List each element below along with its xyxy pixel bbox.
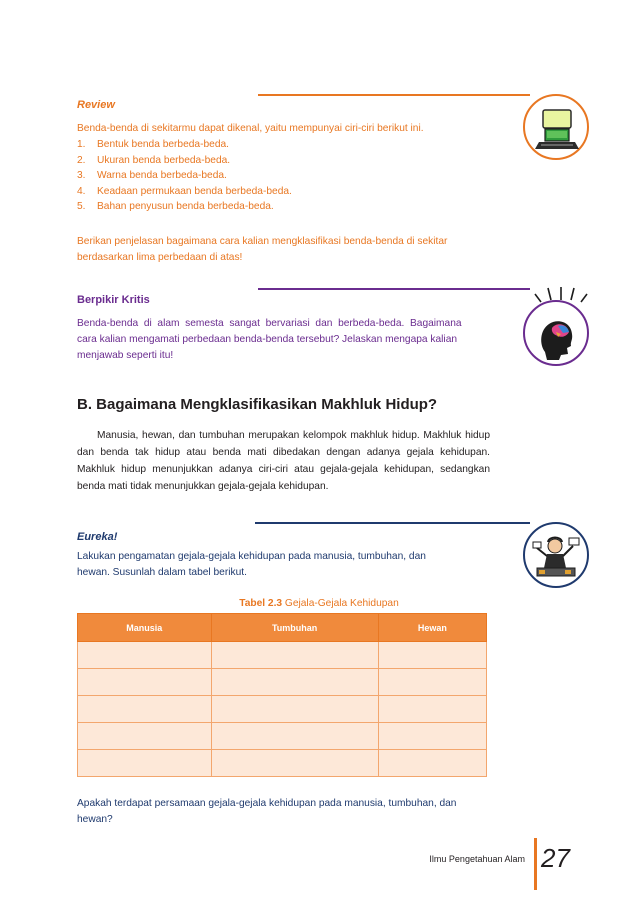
review-intro: Benda-benda di sekitarmu dapat dikenal, yaitu mempunyai ciri-ciri berikut ini. <box>77 123 424 134</box>
table-cell <box>378 750 486 777</box>
eureka-line1: Lakukan pengamatan gejala-gejala kehidupan pada manusia, tumbuhan, dan <box>77 551 426 562</box>
thinking-head-icon <box>525 302 587 364</box>
question-line1: Apakah terdapat persamaan gejala-gejala kehidupan pada manusia, tumbuhan, dan <box>77 798 457 809</box>
review-title: Review <box>77 99 115 111</box>
list-item: 2. Ukuran benda berbeda-beda. <box>77 154 231 166</box>
table-row <box>78 723 487 750</box>
table-header-row <box>78 614 487 642</box>
computer-icon <box>525 96 587 158</box>
question-line2: hewan? <box>77 814 113 825</box>
review-icon-circle <box>523 94 589 160</box>
table-cell <box>378 723 486 750</box>
col-header-hewan: Hewan <box>378 614 486 642</box>
section-b-title: B. Bagaimana Mengklasifikasikan Makhluk Hidup? <box>77 396 438 413</box>
footer-book-title: Ilmu Pengetahuan Alam <box>429 854 525 864</box>
eureka-line2: hewan. Susunlah dalam tabel berikut. <box>77 567 247 578</box>
table-row <box>78 669 487 696</box>
table-row <box>78 642 487 669</box>
page-number: 27 <box>541 843 570 873</box>
col-header-manusia: Manusia <box>78 614 212 642</box>
observation-table <box>77 613 487 777</box>
table-cell <box>78 750 212 777</box>
list-item: 3. Warna benda berbeda-beda. <box>77 170 227 182</box>
table-row <box>78 696 487 723</box>
footer-divider <box>534 838 537 890</box>
kritis-header-rule <box>258 288 530 290</box>
kritis-line1: Benda-benda di alam semesta sangat bervariasi dan berbeda-beda. Bagaimana <box>77 318 462 329</box>
table-cell <box>211 723 378 750</box>
table-cell <box>378 696 486 723</box>
kritis-line2: cara kalian mengamati perbedaan benda-benda tersebut? Jelaskan mengapa kalian <box>77 334 458 345</box>
table-cell <box>211 750 378 777</box>
table-cell <box>78 696 212 723</box>
thinking-rays-icon <box>533 286 589 304</box>
table-cell <box>378 669 486 696</box>
table-cell <box>78 669 212 696</box>
table-row <box>78 750 487 777</box>
kritis-line3: menjawab seperti itu! <box>77 350 174 361</box>
review-list <box>77 137 292 215</box>
scientist-icon <box>525 524 587 586</box>
table-cell <box>211 642 378 669</box>
kritis-title: Berpikir Kritis <box>77 294 150 306</box>
review-task-line2: berdasarkan lima perbedaan di atas! <box>77 252 243 263</box>
list-item: 4. Keadaan permukaan benda berbeda-beda. <box>77 185 292 197</box>
section-b-paragraph: Manusia, hewan, dan tumbuhan merupakan kelompok makhluk hidup. Makhluk hidup dan benda tak hidup atau benda mati dibedakan dengan adanya gejala kehidupan. Makhluk hidup menunjukkan adanya ciri-ciri atau gejala-gejala kehidupan, sedangkan benda mati tidak menunjukkan gejala-gejala kehidupan. <box>77 430 490 492</box>
table-caption: Tabel 2.3 Gejala-Gejala Kehidupan <box>239 598 399 609</box>
eureka-icon-circle <box>523 522 589 588</box>
eureka-header-rule <box>255 522 530 524</box>
review-task-line1: Berikan penjelasan bagaimana cara kalian mengklasifikasi benda-benda di sekitar <box>77 236 448 247</box>
table-cell <box>78 723 212 750</box>
review-header-rule <box>258 94 530 96</box>
table-cell <box>78 642 212 669</box>
col-header-tumbuhan: Tumbuhan <box>211 614 378 642</box>
table-cell <box>211 696 378 723</box>
kritis-icon-circle <box>523 300 589 366</box>
list-item: 5. Bahan penyusun benda berbeda-beda. <box>77 201 274 213</box>
table-cell <box>378 642 486 669</box>
list-item: 1. Bentuk benda berbeda-beda. <box>77 139 229 150</box>
table-cell <box>211 669 378 696</box>
eureka-title: Eureka! <box>77 531 118 543</box>
